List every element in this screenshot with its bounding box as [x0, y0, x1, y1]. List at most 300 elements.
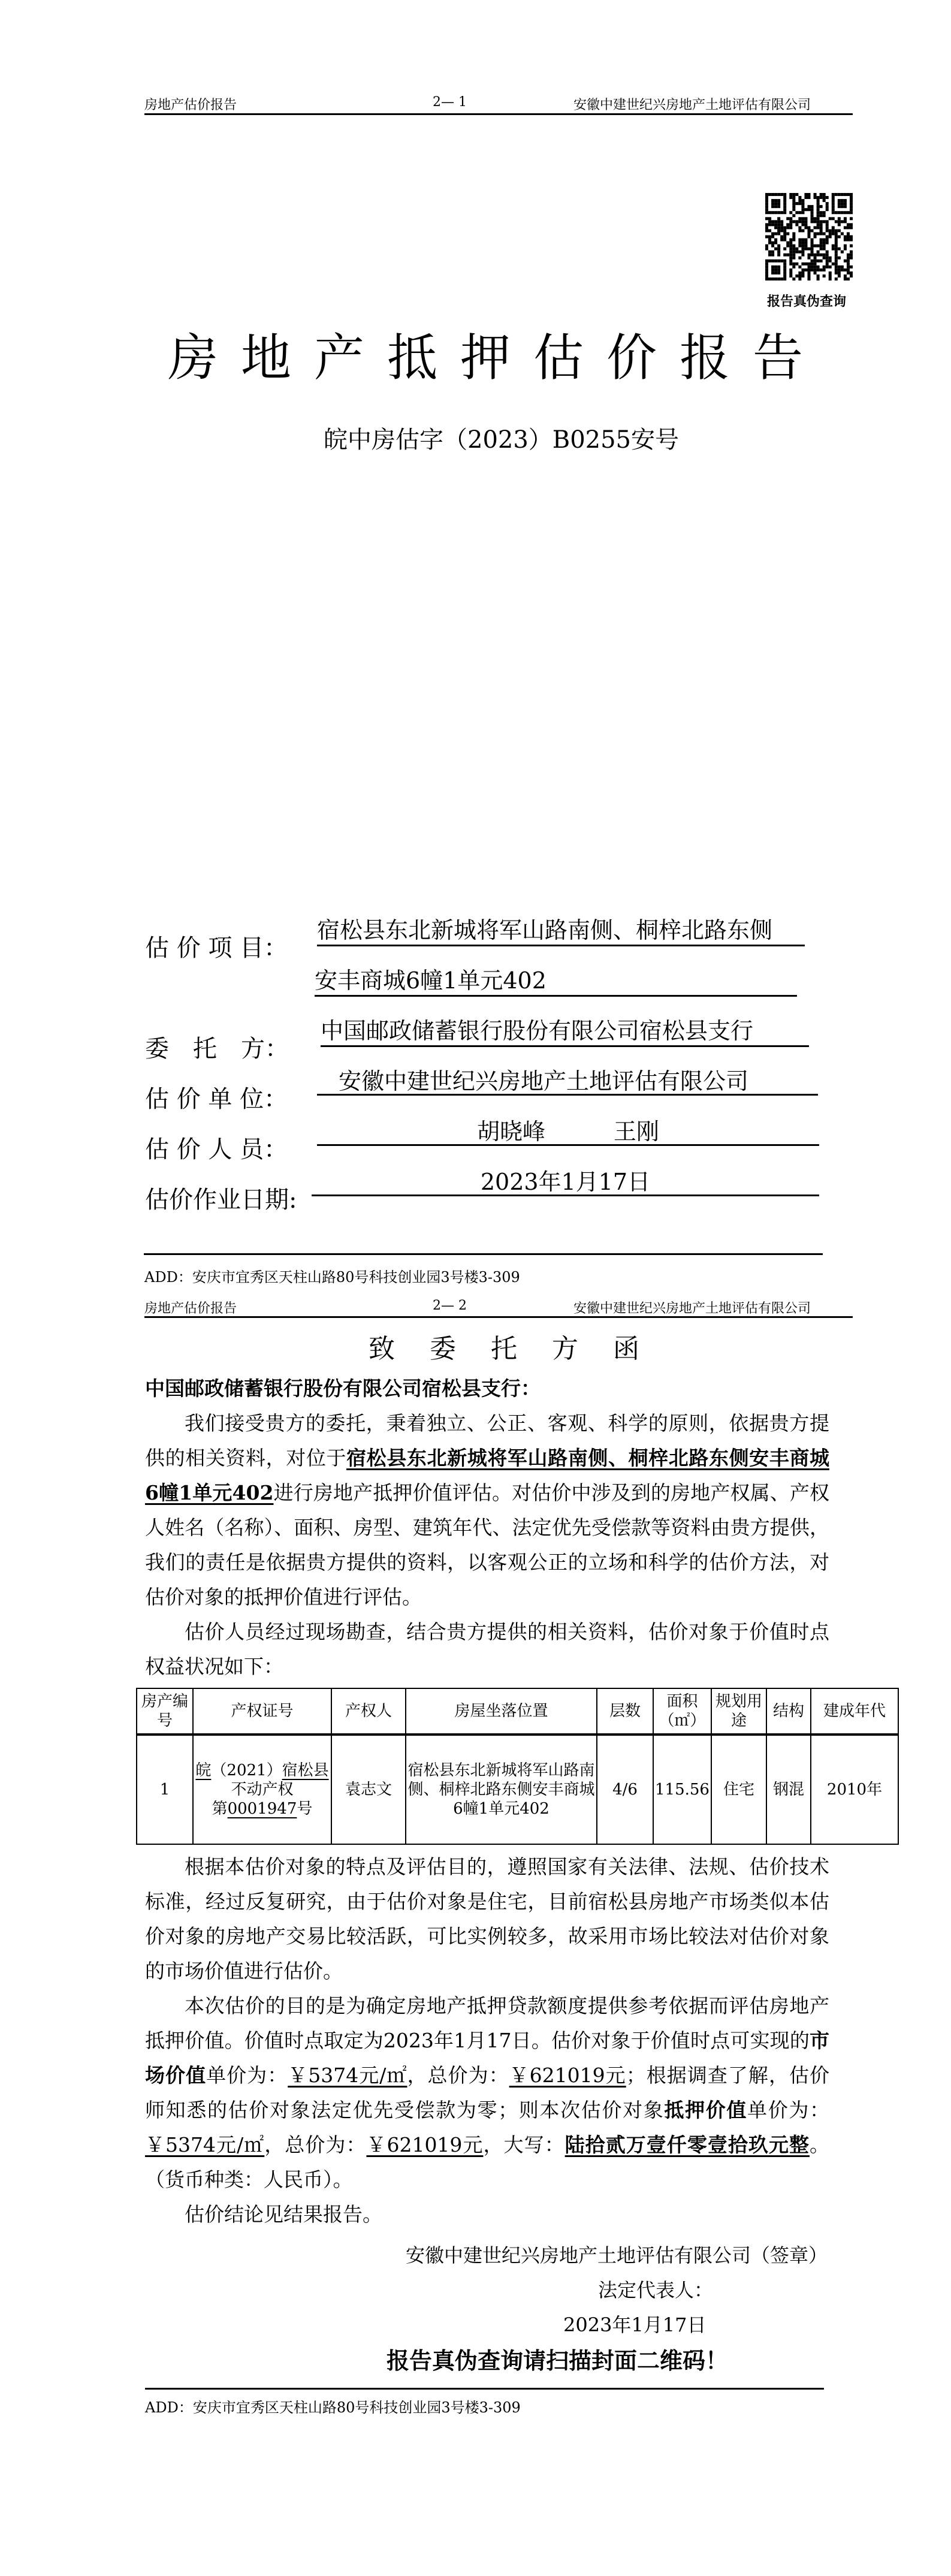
qr-module	[765, 229, 768, 232]
qr-module	[807, 248, 810, 251]
qr-module	[804, 223, 807, 226]
qr-module	[777, 193, 780, 196]
footer-rule	[144, 1253, 823, 1255]
qr-module	[765, 193, 768, 196]
qr-module	[798, 242, 801, 245]
qr-module	[823, 196, 826, 199]
qr-module	[829, 272, 832, 275]
qr-module	[820, 193, 823, 196]
qr-module	[838, 266, 841, 269]
qr-module	[765, 269, 768, 272]
paragraph-intro	[145, 1406, 829, 1615]
qr-module	[777, 254, 780, 257]
qr-module	[835, 257, 838, 260]
qr-module	[789, 272, 792, 275]
field-value-appraiser-firm: 安徽中建世纪兴房地产土地评估有限公司	[317, 1067, 818, 1096]
qr-module	[817, 266, 820, 269]
qr-module	[777, 251, 780, 254]
qr-module	[814, 263, 817, 266]
qr-module	[768, 251, 771, 254]
qr-module	[777, 211, 780, 214]
qr-module	[783, 269, 786, 272]
qr-module	[844, 205, 847, 208]
cell-no: 1	[137, 1735, 193, 1844]
qr-module	[801, 199, 804, 202]
qr-module	[795, 263, 798, 266]
cert-part: 皖	[195, 1761, 212, 1779]
qr-module	[801, 245, 804, 248]
qr-module	[835, 245, 838, 248]
qr-module	[847, 235, 850, 238]
qr-module	[826, 260, 829, 263]
field-label-project: 估 价 项 目：	[145, 934, 288, 962]
qr-module	[817, 275, 820, 277]
qr-module	[823, 211, 826, 214]
qr-module	[783, 260, 786, 263]
qr-module	[768, 239, 771, 242]
qr-module	[780, 260, 783, 263]
qr-module	[847, 232, 850, 235]
cell-cert	[193, 1735, 331, 1844]
qr-module	[774, 260, 777, 263]
qr-module	[795, 211, 798, 214]
qr-module	[835, 229, 838, 232]
qr-module	[847, 260, 850, 263]
qr-module	[801, 208, 804, 211]
qr-module	[801, 275, 804, 277]
qr-module	[807, 205, 810, 208]
qr-module	[783, 226, 786, 229]
letter-body	[141, 1371, 886, 2417]
qr-module	[771, 272, 774, 275]
qr-module	[838, 275, 841, 277]
qr-module	[835, 220, 838, 223]
qr-module	[823, 193, 826, 196]
qr-module	[783, 196, 786, 199]
qr-module	[826, 266, 829, 269]
qr-module	[820, 245, 823, 248]
qr-module	[841, 211, 844, 214]
qr-module	[814, 269, 817, 272]
footer-address: ADD：安庆市宜秀区天柱山路80号科技创业园3号楼3-309	[145, 2399, 521, 2416]
qr-module	[817, 232, 820, 235]
qr-module	[780, 235, 783, 238]
qr-module	[801, 263, 804, 266]
qr-module	[847, 263, 850, 266]
qr-module	[789, 254, 792, 257]
qr-module	[850, 257, 853, 260]
qr-module	[774, 199, 777, 202]
qr-module	[801, 211, 804, 214]
cell-structure: 钢混	[766, 1735, 811, 1844]
header-page-number: 2— 2	[433, 1298, 467, 1313]
qr-module	[801, 254, 804, 257]
header-doc-type: 房地产估价报告	[144, 1301, 237, 1316]
qr-module	[814, 193, 817, 196]
qr-module	[811, 242, 814, 245]
qr-module	[847, 257, 850, 260]
qr-module	[817, 260, 820, 263]
qr-module	[789, 248, 792, 251]
qr-module	[795, 251, 798, 254]
qr-module	[774, 269, 777, 272]
qr-module	[811, 220, 814, 223]
qr-module	[783, 208, 786, 211]
qr-module	[783, 193, 786, 196]
cert-part: （2021）	[211, 1761, 282, 1779]
qr-module	[798, 251, 801, 254]
qr-module	[807, 208, 810, 211]
qr-module	[768, 220, 771, 223]
qr-module	[765, 196, 768, 199]
qr-module	[829, 235, 832, 238]
qr-module	[835, 232, 838, 235]
qr-module	[835, 235, 838, 238]
qr-module	[817, 202, 820, 205]
qr-module	[832, 205, 835, 208]
qr-module	[792, 232, 795, 235]
qr-module	[832, 211, 835, 214]
qr-module	[792, 263, 795, 266]
qr-module	[826, 235, 829, 238]
qr-module	[765, 199, 768, 202]
qr-module	[801, 272, 804, 275]
qr-module	[817, 245, 820, 248]
qr-module	[829, 260, 832, 263]
qr-module	[771, 251, 774, 254]
qr-module	[814, 220, 817, 223]
qr-module	[832, 248, 835, 251]
qr-module	[844, 199, 847, 202]
qr-module	[817, 220, 820, 223]
qr-module	[817, 214, 820, 217]
qr-module	[811, 263, 814, 266]
field-label-client: 委 托 方：	[145, 1035, 289, 1063]
qr-module	[792, 245, 795, 248]
qr-module	[801, 202, 804, 205]
qr-module	[798, 277, 801, 280]
qr-module	[771, 202, 774, 205]
qr-module	[838, 257, 841, 260]
qr-module	[771, 277, 774, 280]
qr-module	[820, 260, 823, 263]
qr-module	[847, 223, 850, 226]
col-header: 产权人	[331, 1688, 406, 1735]
qr-module	[780, 211, 783, 214]
report-number: 皖中房估字（2023）B0255安号	[324, 426, 679, 454]
qr-module	[826, 208, 829, 211]
qr-module	[817, 196, 820, 199]
qr-module	[832, 217, 835, 220]
qr-module	[811, 229, 814, 232]
qr-module	[823, 214, 826, 217]
qr-module	[826, 220, 829, 223]
property-table	[136, 1688, 899, 1845]
qr-module	[835, 248, 838, 251]
qr-module	[814, 196, 817, 199]
qr-module	[777, 220, 780, 223]
cell-year: 2010年	[811, 1735, 898, 1844]
qr-module	[823, 269, 826, 272]
qr-module	[835, 251, 838, 254]
qr-module	[838, 229, 841, 232]
qr-module	[817, 211, 820, 214]
market-unit-price: ￥5374元/㎡	[288, 2064, 407, 2087]
qr-module	[832, 226, 835, 229]
footer-address: ADD：安庆市宜秀区天柱山路80号科技创业园3号楼3-309	[144, 1269, 520, 1286]
qr-module	[811, 260, 814, 263]
qr-module	[798, 245, 801, 248]
qr-module	[783, 235, 786, 238]
qr-module	[801, 229, 804, 232]
qr-module	[804, 242, 807, 245]
qr-module	[792, 220, 795, 223]
intro-text-2: 进行房地产抵押价值评估。对估价中涉及到的房地产权属、产权人姓名（名称）、面积、房型、建筑年代、法定优先受偿款等资料由贵方提供，我们的责任是依据贵方提供的资料，以客观公正的立场和科学的估价方法，对估价对象的抵押价值进行评估。	[145, 1481, 830, 1609]
qr-module	[814, 257, 817, 260]
col-header: 结构	[766, 1688, 811, 1735]
col-header: 面积（㎡）	[653, 1688, 711, 1735]
qr-module	[844, 269, 847, 272]
qr-module	[850, 245, 853, 248]
qr-module	[798, 266, 801, 269]
qr-module	[835, 211, 838, 214]
qr-module	[829, 275, 832, 277]
qr-code-icon[interactable]	[765, 193, 853, 280]
qr-module	[768, 223, 771, 226]
qr-module	[838, 223, 841, 226]
qr-module	[771, 266, 774, 269]
mortgage-unit-price: ￥5374元/㎡	[145, 2133, 265, 2156]
qr-module	[777, 229, 780, 232]
qr-module	[814, 226, 817, 229]
mortgage-total-price: ￥621019元	[366, 2133, 484, 2156]
qr-module	[835, 242, 838, 245]
qr-module	[850, 251, 853, 254]
mortgage-value-label: 抵押价值	[664, 2098, 748, 2122]
qr-module	[826, 229, 829, 232]
qr-module	[844, 211, 847, 214]
qr-module	[838, 205, 841, 208]
qr-module	[823, 257, 826, 260]
qr-module	[850, 196, 853, 199]
qr-module	[835, 272, 838, 275]
qr-module	[814, 245, 817, 248]
letter-date: 2023年1月17日	[563, 2313, 707, 2336]
qr-module	[844, 275, 847, 277]
qr-module	[823, 254, 826, 257]
qr-module	[789, 220, 792, 223]
qr-module	[823, 266, 826, 269]
qr-module	[765, 275, 768, 277]
field-label-appraisers: 估 价 人 员：	[145, 1136, 288, 1163]
qr-module	[832, 208, 835, 211]
qr-module	[820, 205, 823, 208]
qr-module	[814, 260, 817, 263]
qr-module	[823, 245, 826, 248]
report-title: 房地产抵押估价报告	[168, 328, 826, 387]
qr-module	[832, 245, 835, 248]
qr-module	[765, 260, 768, 263]
qr-module	[789, 211, 792, 214]
qr-module	[807, 254, 810, 257]
qr-module	[780, 223, 783, 226]
qr-module	[850, 239, 853, 242]
qr-module	[768, 235, 771, 238]
qr-module	[789, 257, 792, 260]
qr-module	[777, 232, 780, 235]
qr-module	[850, 193, 853, 196]
qr-module	[768, 260, 771, 263]
valuation-text: ，总价为：	[264, 2133, 367, 2156]
qr-module	[850, 199, 853, 202]
qr-module	[768, 254, 771, 257]
qr-module	[826, 251, 829, 254]
qr-module	[847, 239, 850, 242]
qr-module	[807, 193, 810, 196]
qr-module	[850, 211, 853, 214]
qr-module	[786, 232, 789, 235]
market-value-label: 市场价值	[145, 2029, 829, 2087]
cell-floors: 4/6	[597, 1735, 653, 1844]
qr-module	[780, 220, 783, 223]
cert-part: 不动产权	[231, 1781, 294, 1799]
qr-module	[841, 205, 844, 208]
qr-module	[783, 277, 786, 280]
qr-module	[850, 217, 853, 220]
qr-module	[850, 208, 853, 211]
qr-module	[838, 248, 841, 251]
qr-module	[804, 269, 807, 272]
qr-module	[789, 242, 792, 245]
qr-module	[807, 196, 810, 199]
cert-number: 0001947	[227, 1800, 297, 1818]
qr-module	[786, 254, 789, 257]
qr-module	[844, 239, 847, 242]
qr-module	[823, 199, 826, 202]
qr-module	[774, 272, 777, 275]
qr-module	[777, 248, 780, 251]
col-header: 房产编号	[137, 1688, 193, 1735]
qr-module	[804, 248, 807, 251]
qr-module	[847, 266, 850, 269]
qr-module	[783, 272, 786, 275]
field-label-appraiser-firm: 估 价 单 位：	[145, 1085, 288, 1113]
cert-part: 第	[212, 1800, 228, 1818]
qr-module	[811, 217, 814, 220]
header-page-number: 2— 1	[433, 95, 467, 110]
qr-module	[841, 269, 844, 272]
qr-module	[835, 263, 838, 266]
qr-module	[801, 239, 804, 242]
qr-module	[780, 239, 783, 242]
qr-module	[832, 229, 835, 232]
qr-module	[820, 223, 823, 226]
qr-module	[850, 226, 853, 229]
cell-location: 宿松县东北新城将军山路南侧、桐梓北路东侧安丰商城6幢1单元402	[406, 1735, 597, 1844]
qr-module	[829, 232, 832, 235]
field-value-project-line1: 宿松县东北新城将军山路南侧、桐梓北路东侧	[317, 916, 805, 946]
qr-module	[789, 223, 792, 226]
qr-module	[804, 217, 807, 220]
qr-module	[826, 226, 829, 229]
qr-module	[774, 202, 777, 205]
qr-module	[777, 205, 780, 208]
qr-module	[771, 269, 774, 272]
qr-module	[817, 223, 820, 226]
qr-module	[798, 202, 801, 205]
col-header: 建成年代	[811, 1688, 898, 1735]
qr-module	[820, 232, 823, 235]
qr-module	[811, 205, 814, 208]
qr-module	[774, 205, 777, 208]
qr-module	[817, 217, 820, 220]
qr-module	[826, 242, 829, 245]
field-value-date: 2023年1月17日	[312, 1168, 819, 1196]
qr-module	[795, 248, 798, 251]
qr-module	[829, 266, 832, 269]
qr-module	[838, 272, 841, 275]
qr-module	[804, 239, 807, 242]
qr-module	[850, 202, 853, 205]
header-rule	[144, 1316, 853, 1318]
qr-module	[850, 223, 853, 226]
qr-module	[783, 232, 786, 235]
qr-module	[838, 235, 841, 238]
qr-module	[765, 266, 768, 269]
qr-module	[795, 202, 798, 205]
qr-module	[801, 220, 804, 223]
qr-module	[768, 217, 771, 220]
qr-module	[777, 217, 780, 220]
qr-module	[823, 239, 826, 242]
qr-module	[774, 211, 777, 214]
qr-module	[801, 269, 804, 272]
qr-module	[771, 205, 774, 208]
qr-module	[765, 248, 768, 251]
qr-module	[820, 242, 823, 245]
qr-module	[847, 226, 850, 229]
qr-module	[814, 254, 817, 257]
table-row	[137, 1735, 898, 1844]
qr-module	[774, 266, 777, 269]
col-header: 层数	[597, 1688, 653, 1735]
qr-module	[768, 242, 771, 245]
qr-module	[792, 214, 795, 217]
qr-module	[820, 214, 823, 217]
qr-module	[777, 272, 780, 275]
qr-module	[829, 277, 832, 280]
qr-module	[835, 254, 838, 257]
letter-salutation: 中国邮政储蓄银行股份有限公司宿松县支行：	[145, 1377, 541, 1400]
qr-module	[844, 220, 847, 223]
qr-module	[832, 263, 835, 266]
qr-module	[792, 266, 795, 269]
qr-module	[847, 269, 850, 272]
qr-module	[774, 248, 777, 251]
qr-module	[783, 266, 786, 269]
qr-module	[811, 245, 814, 248]
qr-module	[807, 257, 810, 260]
property-address: 宿松县东北新城将军山路南侧、桐梓北路东侧安丰商城6幢1单元402	[145, 1446, 830, 1504]
qr-module	[814, 235, 817, 238]
qr-module	[792, 202, 795, 205]
qr-module	[804, 226, 807, 229]
qr-module	[789, 217, 792, 220]
qr-label: 报告真伪查询	[767, 294, 847, 309]
qr-module	[798, 226, 801, 229]
amount-in-words: 陆拾贰万壹仟零壹拾玖元整	[564, 2133, 810, 2156]
qr-module	[838, 217, 841, 220]
